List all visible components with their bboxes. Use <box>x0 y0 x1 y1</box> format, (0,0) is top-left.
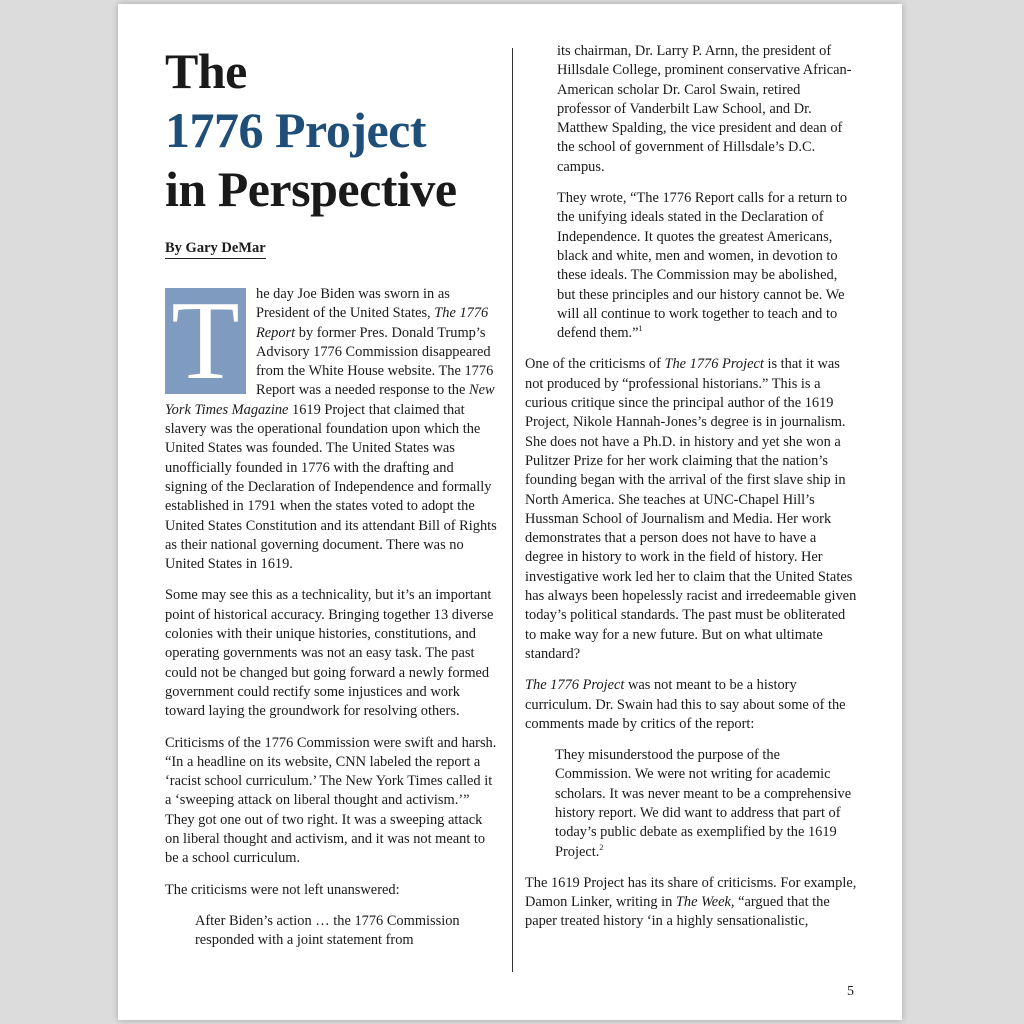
footnote-marker-1: 1 <box>638 324 643 334</box>
title-line-1: The <box>165 43 247 99</box>
block-quote-1-end: They wrote, “The 1776 Report calls for a return to the unifying ideals stated in the Declaration of Independence. It quotes the greatest Americans, black and white, men and women, in devotion to these ideals. The Commission may be abolished, but these principles and our history cannot be. We will all continue to work together to teach and to defend them.”$^1$ <box>557 190 848 342</box>
title-line-2: 1776 Project <box>165 102 427 158</box>
title-line-3: in Perspective <box>165 161 457 217</box>
page-number: 5 <box>847 984 854 999</box>
block-quote-1-start: After Biden’s action … the 1776 Commission responded with a joint statement from <box>195 912 460 949</box>
document-page <box>118 4 902 1020</box>
paragraph-6: The 1776 Project was not meant to be a history curriculum. Dr. Swain had this to say about some of the comments made by critics of the report: <box>525 677 846 732</box>
article-title <box>165 42 498 219</box>
paragraph-4: The criticisms were not left unanswered: <box>165 881 400 898</box>
block-quote-2: They misunderstood the purpose of the Commission. We were not writing for academic scholars. It was never meant to be a comprehensive history report. We did want to address that part of today’s public debate as exemplified by the 1619 Project.$^2$ <box>555 747 852 860</box>
paragraph-3: Criticisms of the 1776 Commission were swift and harsh. “In a headline on its website, CNN labeled the report a ‘racist school curriculum.’ The New York Times called it a ‘sweeping attack on liberal thought and activism.’” They got one out of two right. It was a sweeping attack on liberal thought and activism, and it was not meant to be a school curriculum. <box>165 734 497 867</box>
paragraph-7: The 1619 Project has its share of criticisms. For example, Damon Linker, writing in The Week, “argued that the paper treated history ‘in a highly sensationalistic, <box>525 874 857 930</box>
right-column <box>525 42 857 932</box>
paragraph-5: One of the criticisms of The 1776 Project is that it was not produced by “professional historians.” This is a curious critique since the principal author of the 1619 Project, Nikole Hannah-Jones’s degree is in journalism. She does not have a Ph.D. in history and yet she won a Pulitzer Prize for her work claiming that the nation’s founding began with the arrival of the first slave ship in North America. She teaches at UNC-Chapel Hill’s Hussman School of Journalism and Media. Her work demonstrates that a person does not have to have a degree in history to work in the field of history. Her investigative work led her to claim that the United States has always been hopelessly racist and irredeemable given today’s political standards. The past must be obliterated to make way for a new future. But on what ultimate standard? <box>525 356 857 662</box>
left-column <box>165 42 498 951</box>
column-divider <box>512 48 513 972</box>
byline: By Gary DeMar <box>165 240 266 259</box>
block-quote-1-continued: its chairman, Dr. Larry P. Arnn, the president of Hillsdale College, prominent conservative African-American scholar Dr. Carol Swain, retired professor of Vanderbilt Law School, and Dr. Matthew Spalding, the vice president and dean of the school of government of Hillsdale’s D.C. campus. <box>557 43 852 175</box>
footnote-marker-2: 2 <box>599 842 604 852</box>
paragraph-1: T he day Joe Biden was sworn in as President of the United States, The 1776 Report by former Pres. Donald Trump’s Advisory 1776 Commission disappeared from the White House website. The 1776 Report was a needed response to the New York Times Magazine 1619 Project that claimed that slavery was the operational foundation upon which the United States was founded. The United States was unofficially founded in 1776 with the drafting and signing of the Declaration of Independence and formally established in 1791 when the states voted to adopt the United States Constitution and its attendant Bill of Rights as their national governing document. There was no United States in 1619. <box>165 279 497 573</box>
paragraph-2: Some may see this as a technicality, but it’s an important point of historical accuracy. Bringing together 13 diverse colonies with their unique histories, constitutions, and operating governments was not an easy task. The past could not be changed but going forward a newly formed government could rectify some injustices and work toward laying the groundwork for resolving others. <box>165 587 494 720</box>
drop-cap: T <box>165 288 246 394</box>
